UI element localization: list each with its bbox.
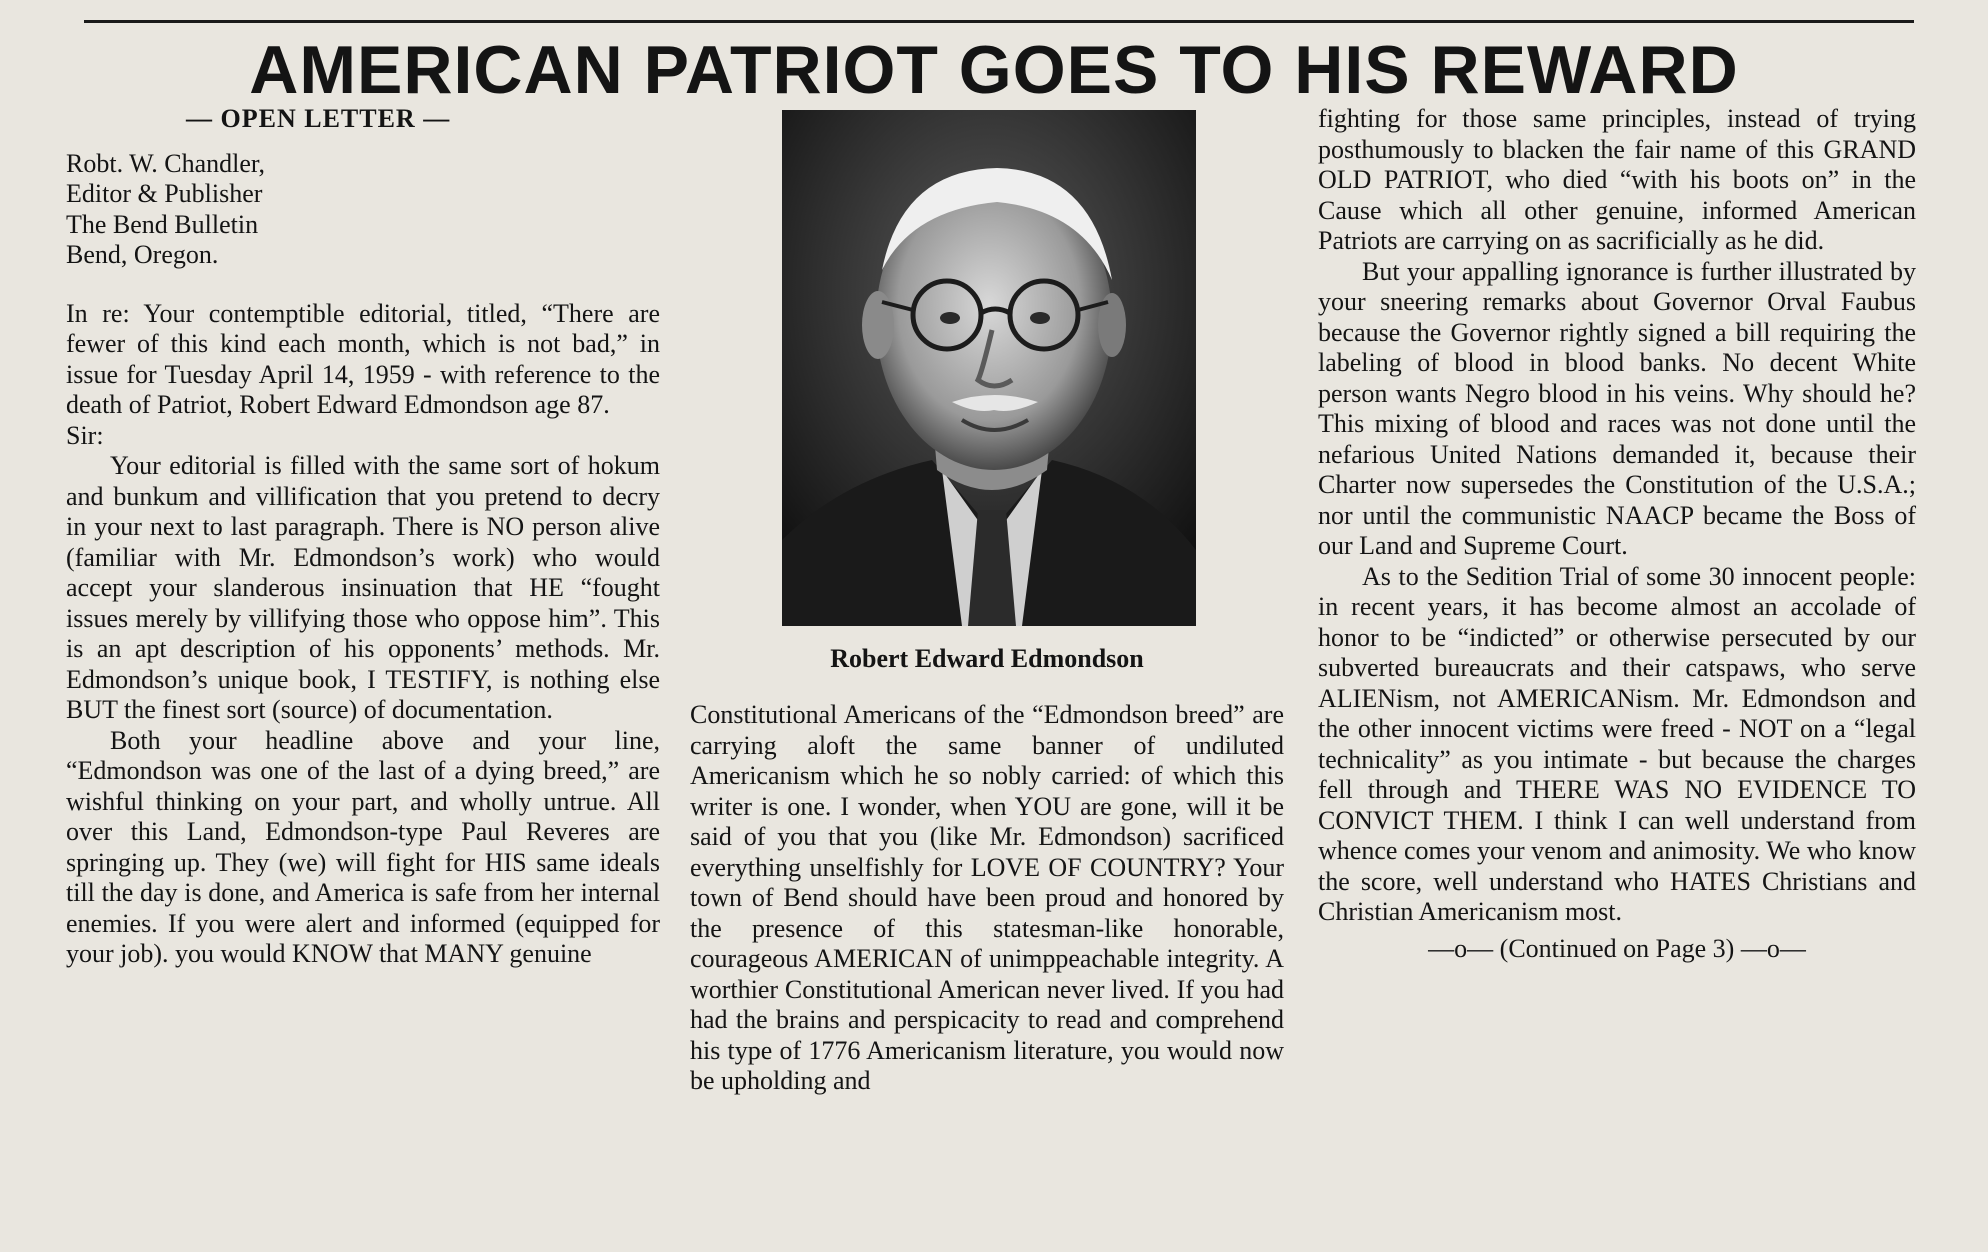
in-re-paragraph: In re: Your contemptible editorial, titled, “There are fewer of this kind each month, which is not bad,” in issue for Tuesday April 14, 1959 - with reference to the death of Patriot, Robert Edward Edmondson age 87. xyxy=(66,298,660,419)
address-line: Editor & Publisher xyxy=(66,179,263,208)
address-line: The Bend Bulletin xyxy=(66,209,259,239)
portrait-photo xyxy=(782,110,1196,626)
body-paragraph: But your appalling ignorance is further illustrated by your sneering remarks about Governor Orval Faubus because the Governor rightly signed a bill requiring the labeling of blood in blood banks. No decent White person wants Negro blood in his veins. Why should he? This mixing of blood and races was not done until the nefarious United Nations demanded it, because their Charter now supersedes the Constitution of the U.S.A.; nor until the communistic NAACP became the Boss of our Land and Supreme Court. xyxy=(1318,256,1916,560)
address-line: Bend, Oregon. xyxy=(66,240,219,269)
photo-caption: Robert Edward Edmondson xyxy=(830,644,1144,673)
headline: AMERICAN PATRIOT GOES TO HIS REWARD xyxy=(249,32,1739,108)
portrait-illustration xyxy=(782,110,1196,626)
continued-note: —o— (Continued on Page 3) —o— xyxy=(1428,933,1806,963)
body-paragraph: Both your headline above and your line, “Edmondson was one of the last of a dying breed,” are wishful thinking on your part, and wholly untrue. All over this Land, Edmondson-type Paul Reveres are springing up. They (we) will fight for HIS same ideals till the day is done, and America is safe from her internal enemies. If you were alert and informed (equipped for your job). you would KNOW that MANY genuine xyxy=(66,725,660,968)
body-paragraph: fighting for those same principles, instead of trying posthumously to blacken the fair name of this GRAND OLD PATRIOT, who died “with his boots on” in the Cause which all other genuine, informed American Patriots are carrying on as sacrificially as he did. xyxy=(1318,104,1916,255)
column-middle xyxy=(690,700,1284,1097)
column-right xyxy=(1318,104,1916,964)
address-block xyxy=(66,149,660,271)
body-paragraph: Your editorial is filled with the same sort of hokum and bunkum and villification that you pretend to decry in your next to last paragraph. There is NO person alive (familiar with Mr. Edmondson’s work) who would accept your slanderous insinuation that HE “fought issues merely by villifying those who oppose him”. This is an apt description of his opponents’ methods. Mr. Edmondson’s unique book, I TESTIFY, is nothing else BUT the finest sort (source) of documentation. xyxy=(66,451,660,724)
salutation: Sir: xyxy=(66,420,104,450)
body-paragraph: Constitutional Americans of the “Edmondson breed” are carrying aloft the same banner of undiluted Americanism which he so nobly carried: of which this writer is one. I wonder, when YOU are gone, will it be said of you that you (like Mr. Edmondson) sacrificed everything unselfishly for LOVE OF COUNTRY? Your town of Bend should have been proud and honored by the presence of this statesman-like honorable, courageous AMERICAN of unimppeachable integrity. A worthier Constitutional American never lived. If you had had the brains and perspicacity to read and comprehend his type of 1776 Americanism literature, you would now be upholding and xyxy=(690,700,1284,1095)
address-line: Robt. W. Chandler, xyxy=(66,148,266,178)
body-paragraph: As to the Sedition Trial of some 30 innocent people: in recent years, it has become almost an accolade of honor to be “indicted” or otherwise persecuted by our subverted bureaucrats and their catspaws, who serve ALIENism, not AMERICANism. Mr. Edmondson and the other innocent victims were freed - NOT on a “legal technicality” as you intimate - but because the charges fell through and THERE WAS NO EVIDENCE TO CONVICT THEM. I think I can well understand from whence comes your venom and animosity. We who know the score, well understand who HATES Christians and Christian Americanism most. xyxy=(1318,561,1916,926)
top-rule xyxy=(84,20,1914,23)
kicker-open-letter: — OPEN LETTER — xyxy=(186,104,451,133)
column-left xyxy=(66,104,660,970)
